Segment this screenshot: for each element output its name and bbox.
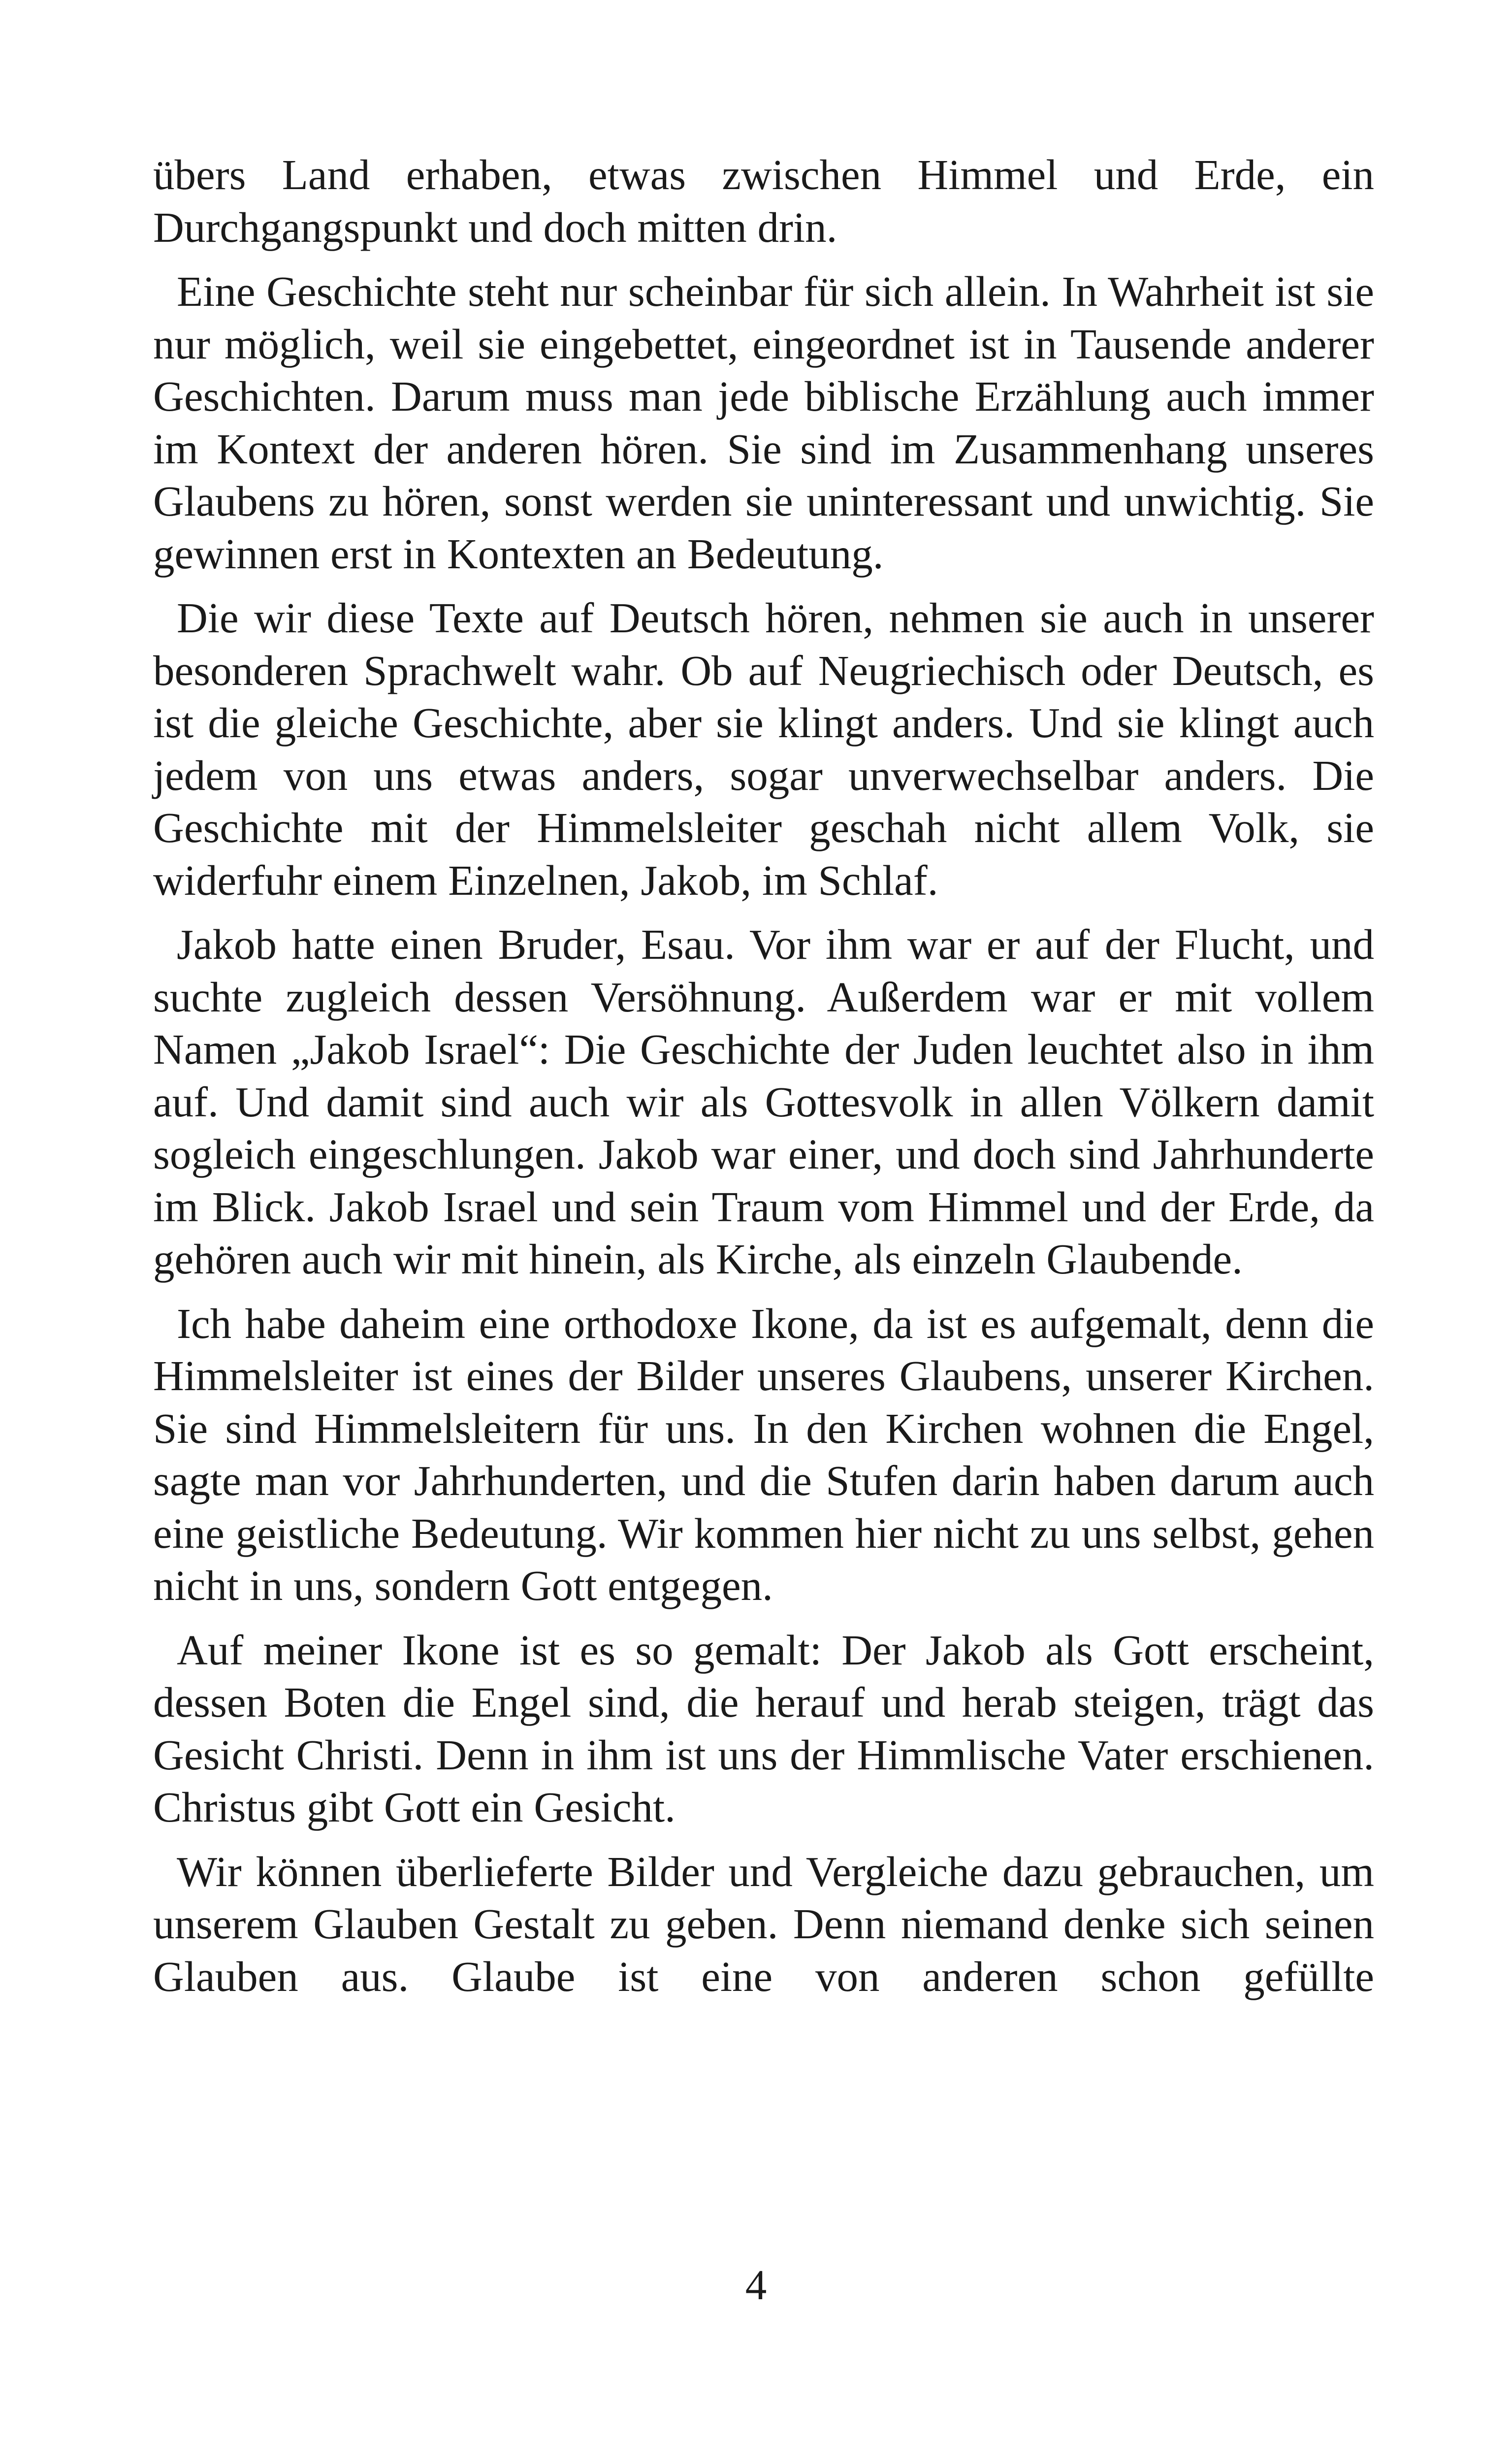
body-text bbox=[153, 149, 1374, 2003]
paragraph: Jakob hatte einen Bruder, Esau. Vor ihm war er auf der Flucht, und suchte zugleich dessen Versöhnung. Außerdem war er mit vollem Namen „Jakob Israel“: Die Geschichte der Juden leuchtet also in ihm auf. Und damit sind auch wir als Gottesvolk in allen Völkern damit sogleich eingeschlungen. Jakob war einer, und doch sind Jahrhunderte im Blick. Jakob Israel und sein Traum vom Himmel und der Erde, da gehören auch wir mit hinein, als Kirche, als einzeln Glaubende. bbox=[153, 920, 1374, 1283]
paragraph-continues: Wir können überlieferte Bilder und Vergleiche dazu gebrauchen, um unserem Glauben Gestalt zu geben. Denn niemand denke sich seinen Glauben aus. Glaube ist eine von anderen schon gefüllte bbox=[153, 1847, 1374, 2000]
paragraph: Auf meiner Ikone ist es so gemalt: Der Jakob als Gott erscheint, dessen Boten die Engel sind, die herauf und herab steigen, trägt das Gesicht Christi. Denn in ihm ist uns der Himmlische Vater erschienen. Christus gibt Gott ein Gesicht. bbox=[153, 1626, 1374, 1831]
paragraph: Eine Geschichte steht nur scheinbar für sich allein. In Wahrheit ist sie nur möglich, weil sie eingebettet, eingeordnet ist in Tausende anderer Geschichten. Darum muss man jede biblische Erzählung auch immer im Kontext der anderen hören. Sie sind im Zusammenhang unseres Glaubens zu hören, sonst werden sie uninteressant und unwichtig. Sie gewinnen erst in Kontexten an Bedeutung. bbox=[153, 267, 1374, 578]
paragraph-continued: übers Land erhaben, etwas zwischen Himmel und Erde, ein Durchgangspunkt und doch mitten drin. bbox=[153, 151, 1374, 251]
paragraph: Ich habe daheim eine orthodoxe Ikone, da ist es aufgemalt, denn die Himmelsleiter ist eines der Bilder unseres Glaubens, unserer Kirchen. Sie sind Himmelsleitern für uns. In den Kirchen wohnen die Engel, sagte man vor Jahrhunderten, und die Stufen darin haben darum auch eine geistliche Bedeutung. Wir kommen hier nicht zu uns selbst, gehen nicht in uns, sondern Gott entgegen. bbox=[153, 1299, 1374, 1609]
page-number: 4 bbox=[745, 2261, 767, 2309]
paragraph: Die wir diese Texte auf Deutsch hören, nehmen sie auch in unserer besonderen Sprachwelt wahr. Ob auf Neugriechisch oder Deutsch, es ist die gleiche Geschichte, aber sie klingt anders. Und sie klingt auch jedem von uns etwas anders, sogar unverwechselbar anders. Die Geschichte mit der Himmelsleiter geschah nicht allem Volk, sie widerfuhr einem Einzelnen, Jakob, im Schlaf. bbox=[153, 594, 1374, 904]
